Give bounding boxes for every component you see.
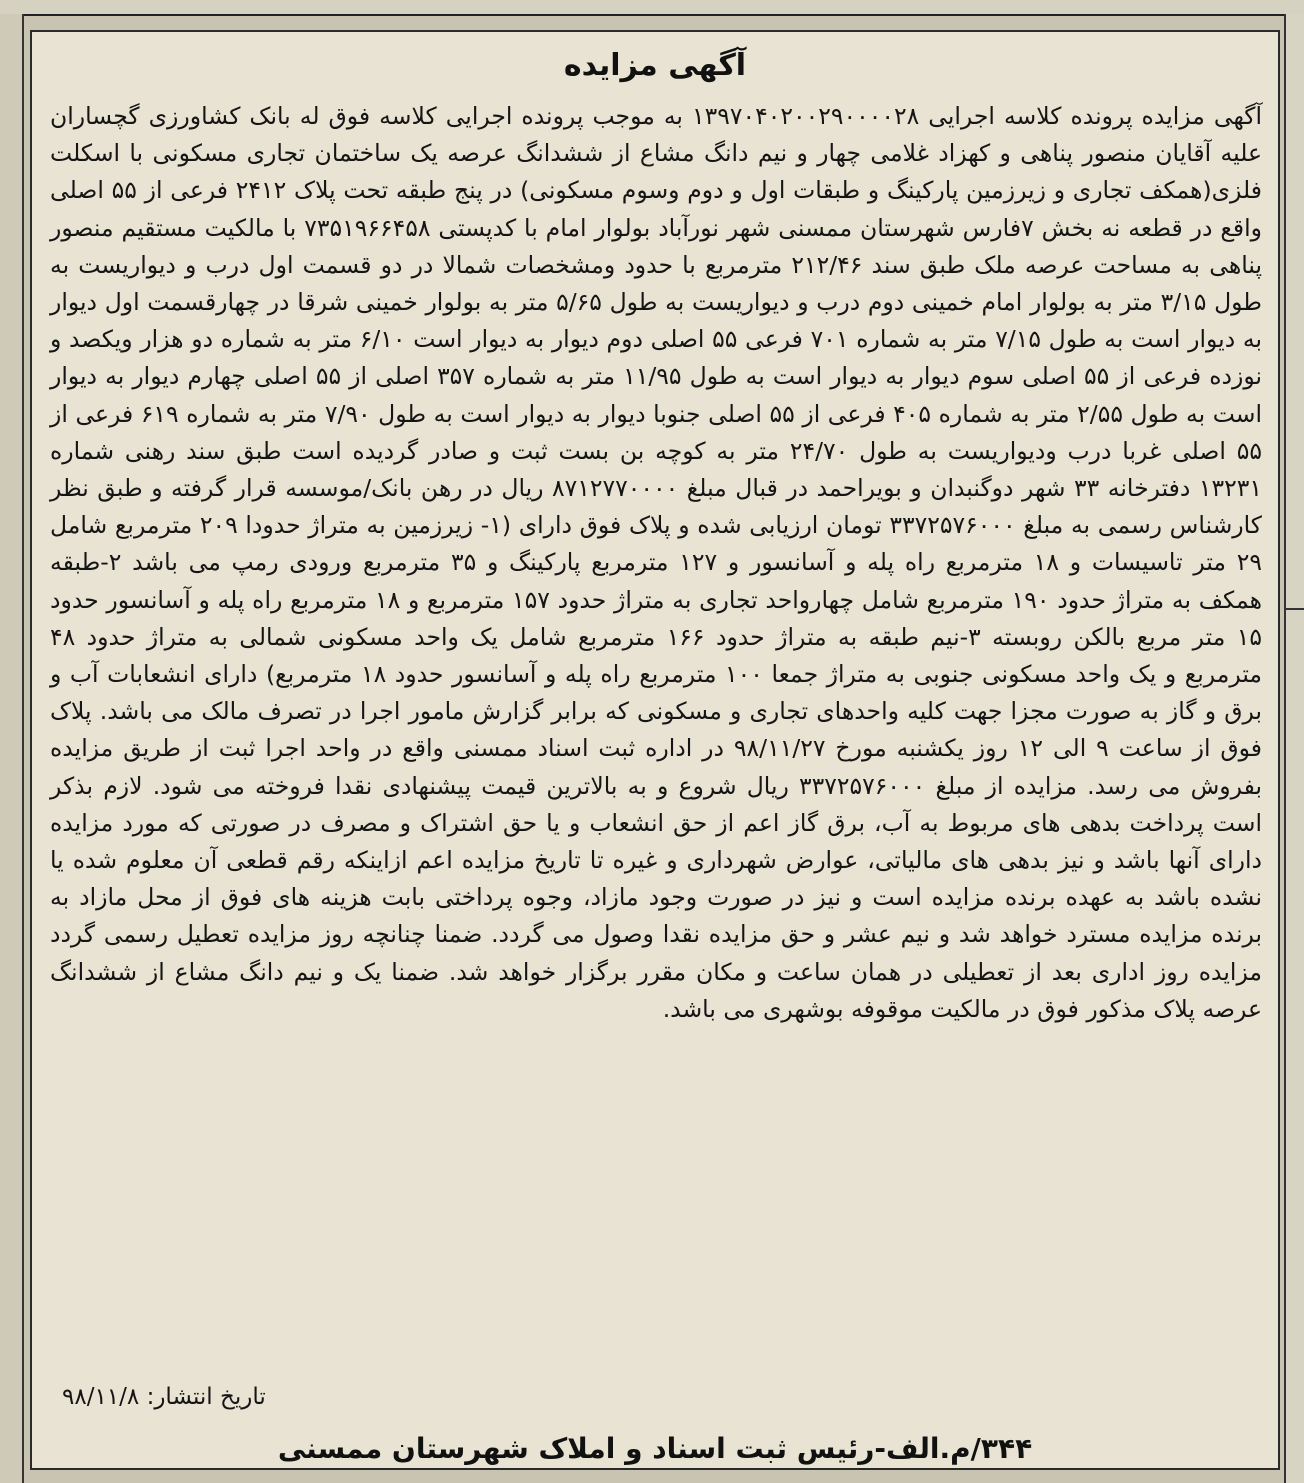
right-column-edge bbox=[1284, 14, 1304, 1483]
notice-title: آگهی مزایده bbox=[563, 48, 747, 83]
left-column-edge bbox=[0, 14, 24, 1483]
signature-line: ۳۴۴/م.الف-رئیس ثبت اسناد و املاک شهرستان ممسنی bbox=[277, 1432, 1033, 1465]
page-top-border bbox=[0, 0, 1304, 16]
auction-notice bbox=[30, 30, 1280, 1470]
column-divider bbox=[1286, 608, 1304, 610]
notice-body: آگهی مزایده پرونده کلاسه اجرایی ۱۳۹۷۰۴۰۲۰۰۲۹۰۰۰۰۲۸ به موجب پرونده اجرایی کلاسه فوق له بانک کشاورزی گچساران علیه آقایان منصور پناهی و کهزاد غلامی چهار و نیم دانگ مشاع از ششدانگ عرصه یک ساختمان تجاری مسکونی با اسکلت فلزی(همکف تجاری و زیرزمین پارکینگ و طبقات اول و دوم وسوم مسکونی) در پنج طبقه تحت پلاک ۲۴۱۲ فرعی از ۵۵ اصلی واقع در قطعه نه بخش ۷فارس شهرستان ممسنی شهر نورآباد بولوار امام با کدپستی ۷۳۵۱۹۶۶۴۵۸ با مالکیت مستقیم منصور پناهی به مساحت عرصه ملک طبق سند ۲۱۲/۴۶ مترمربع با حدود ومشخصات شمالا در دو قسمت اول درب و دیواریست به طول ۳/۱۵ متر به بولوار امام خمینی دوم درب و دیواریست به طول ۵/۶۵ متر به بولوار خمینی شرقا در چهارقسمت اول دیوار به دیوار است به طول ۷/۱۵ متر به شماره ۷۰۱ فرعی ۵۵ اصلی دوم دیوار به دیوار است ۶/۱۰ متر به شماره دو هزار ویکصد و نوزده فرعی از ۵۵ اصلی سوم دیوار به دیوار است به طول ۱۱/۹۵ متر به شماره ۳۵۷ اصلی از ۵۵ اصلی چهارم دیوار به دیوار است به طول ۲/۵۵ متر به شماره ۴۰۵ فرعی از ۵۵ اصلی جنوبا دیوار به دیوار است به طول ۷/۹۰ متر به شماره ۶۱۹ فرعی از ۵۵ اصلی غربا درب ودیواریست به طول ۲۴/۷۰ متر به کوچه بن بست ثبت و صادر گردیده است طبق سند رهنی شماره ۱۳۲۳۱ دفترخانه ۳۳ شهر دوگنبدان و بویراحمد در قبال مبلغ ۸۷۱۲۷۷۰۰۰۰ ریال در رهن بانک/موسسه قرار گرفته و طبق نظر کارشناس رسمی به مبلغ ۳۳۷۲۵۷۶۰۰۰ تومان ارزیابی شده و پلاک فوق دارای (۱- زیرزمین به متراژ حدودا ۲۰۹ مترمربع شامل ۲۹ متر تاسیسات و ۱۸ مترمربع راه پله و آسانسور و ۱۲۷ مترمربع پارکینگ و ۳۵ مترمربع ورودی رمپ می باشد ۲-طبقه همکف به متراژ حدود ۱۹۰ مترمربع شامل چهارواحد تجاری به متراژ حدود ۱۵۷ مترمربع و ۱۸ مترمربع راه پله و آسانسور حدود ۱۵ متر مربع بالکن روبسته ۳-نیم طبقه به متراژ حدود ۱۶۶ مترمربع شامل یک واحد مسکونی شمالی به متراژ حدود ۴۸ مترمربع و یک واحد مسکونی جنوبی به متراژ جمعا ۱۰۰ مترمربع راه پله و آسانسور حدود ۱۸ مترمربع) دارای انشعابات آب و برق و گاز به صورت مجزا جهت کلیه واحدهای تجاری و مسکونی که برابر گزارش مامور اجرا در تصرف مالک می باشد. پلاک فوق از ساعت ۹ الی ۱۲ روز یکشنبه مورخ ۹۸/۱۱/۲۷ در اداره ثبت اسناد ممسنی واقع در واحد اجرا ثبت از طریق مزایده بفروش می رسد. مزایده از مبلغ ۳۳۷۲۵۷۶۰۰۰ ریال شروع و به بالاترین قیمت پیشنهادی نقدا فروخته می شود. لازم بذکر است پرداخت بدهی های مربوط به آب، برق گاز اعم از حق انشعاب و یا حق اشتراک و مصرف در صورتی که مورد مزایده دارای آنها باشد و نیز بدهی های مالیاتی، عوارض شهرداری و غیره تا تاریخ مزایده اعم ازاینکه رقم قطعی آن معلوم شده یا نشده باشد به عهده برنده مزایده است و نیز در صورت وجود مازاد، وجوه پرداختی بابت هزینه های فوق از محل مازاد به برنده مزایده مسترد خواهد شد و نیم عشر و حق مزایده نقدا وصول می گردد. ضمنا چنانچه روز مزایده تعطیل رسمی گردد مزایده روز اداری بعد از تعطیلی در همان ساعت و مکان مقرر برگزار خواهد شد. ضمنا یک و نیم دانگ مشاع از ششدانگ عرصه پلاک مذکور فوق در مالکیت موقوفه بوشهری می باشد. bbox=[50, 102, 1263, 1023]
publication-date: تاریخ انتشار: ۹۸/۱۱/۸ bbox=[62, 1384, 266, 1410]
